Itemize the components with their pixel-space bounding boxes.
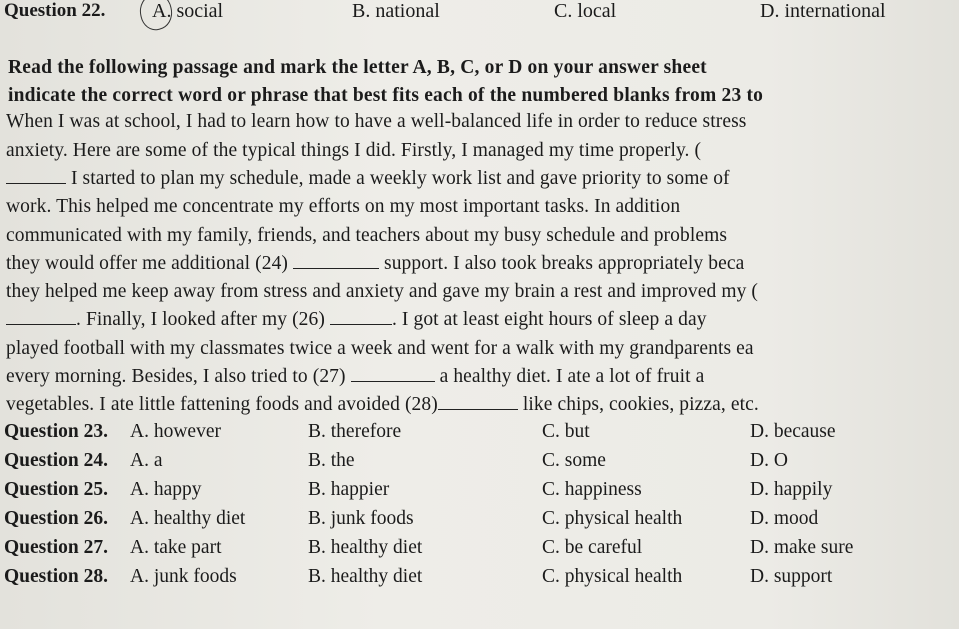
passage-line-4: work. This helped me concentrate my efforts on my most important tasks. In addition: [6, 196, 681, 217]
option-b: B. healthy diet: [308, 537, 423, 558]
option-b: B. the: [308, 450, 355, 471]
passage-line-2: anxiety. Here are some of the typical things I did. Firstly, I managed my time properly. (: [6, 140, 702, 161]
question-25-row: [4, 479, 959, 507]
passage-line-10: [6, 366, 959, 388]
passage-line-11: [6, 394, 959, 416]
option-a: A. however: [130, 421, 221, 442]
option-d: D. happily: [750, 479, 833, 500]
instruction-line-1: Read the following passage and mark the letter A, B, C, or D on your answer sheet: [8, 57, 707, 78]
option-c: C. be careful: [542, 537, 643, 558]
passage-line-11-end: like chips, cookies, pizza, etc.: [522, 394, 759, 415]
passage-line-6-start: they would offer me additional (24): [6, 253, 289, 274]
passage-line-3-text: I started to plan my schedule, made a weekly work list and gave priority to some of: [70, 168, 730, 189]
passage-line-11-start: vegetables. I ate little fattening foods and avoided (28): [6, 394, 438, 415]
question-label: Question 25.: [4, 479, 109, 500]
passage-line-6-end: support. I also took breaks appropriately beca: [384, 253, 745, 274]
question-label: Question 23.: [4, 421, 109, 442]
passage-line-7: they helped me keep away from stress and anxiety and gave my brain a rest and improved my (: [6, 281, 759, 302]
option-c: C. but: [542, 421, 590, 442]
question-28-row: [4, 566, 959, 594]
question-label: Question 24.: [4, 450, 109, 471]
option-d: D. support: [750, 566, 833, 587]
option-a: A. take part: [130, 537, 222, 558]
option-b: B. healthy diet: [308, 566, 423, 587]
question-24-row: [4, 450, 959, 478]
question-label: Question 27.: [4, 537, 109, 558]
passage-line-10-start: every morning. Besides, I also tried to (27): [6, 366, 346, 387]
blank-27: [351, 367, 435, 382]
question-23-row: [4, 421, 959, 449]
passage-line-1: When I was at school, I had to learn how to have a well-balanced life in order to reduce stress: [6, 111, 747, 132]
option-a: A. a: [130, 450, 163, 471]
passage-line-8-end: . I got at least eight hours of sleep a day: [391, 309, 707, 330]
blank-25: [6, 310, 76, 325]
option-d: D. O: [750, 450, 788, 471]
q22-option-b: B. national: [352, 0, 440, 22]
question-27-row: [4, 537, 959, 565]
option-c: C. happiness: [542, 479, 642, 500]
question-22-row: [0, 0, 959, 26]
blank-28: [438, 395, 518, 410]
option-b: B. junk foods: [308, 508, 414, 529]
option-d: D. make sure: [750, 537, 854, 558]
passage-line-8-start: . Finally, I looked after my (26): [76, 309, 325, 330]
option-d: D. because: [750, 421, 836, 442]
question-label: Question 28.: [4, 566, 109, 587]
blank-23: [6, 169, 66, 184]
passage-line-10-end: a healthy diet. I ate a lot of fruit a: [439, 366, 705, 387]
q22-option-a: A. social: [152, 0, 224, 22]
q22-option-c: C. local: [554, 0, 617, 22]
option-c: C. physical health: [542, 566, 683, 587]
option-d: D. mood: [750, 508, 819, 529]
passage-line-9: played football with my classmates twice a week and went for a walk with my grandparents ea: [6, 338, 754, 359]
option-c: C. physical health: [542, 508, 683, 529]
q22-option-d: D. international: [760, 0, 886, 22]
instruction-line-2: indicate the correct word or phrase that best fits each of the numbered blanks from 23 to: [8, 85, 764, 106]
passage-line-5: communicated with my family, friends, and teachers about my busy schedule and problems: [6, 225, 728, 246]
blank-24: [293, 254, 379, 269]
passage-line-8: [6, 309, 959, 331]
passage-line-6: [6, 253, 959, 275]
passage-line-3: [6, 168, 959, 190]
blank-26: [330, 310, 392, 325]
option-a: A. happy: [130, 479, 202, 500]
question-26-row: [4, 508, 959, 536]
option-a: A. healthy diet: [130, 508, 246, 529]
question-label: Question 26.: [4, 508, 109, 529]
option-a: A. junk foods: [130, 566, 237, 587]
option-b: B. happier: [308, 479, 390, 500]
option-c: C. some: [542, 450, 606, 471]
question-22-label: Question 22.: [4, 0, 106, 21]
option-b: B. therefore: [308, 421, 402, 442]
